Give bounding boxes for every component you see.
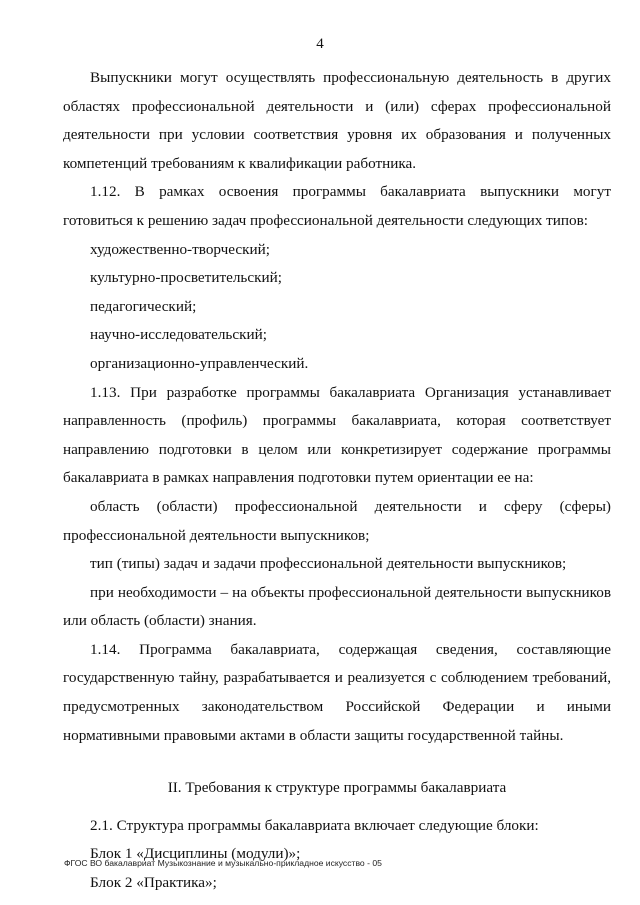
list-item-block: Блок 1 «Дисциплины (модули)»; [90, 845, 301, 863]
list-item-type: организационно-управленческий. [90, 354, 309, 372]
paragraph-orientation-area: область (области) профессиональной деятельности и сферу (сферы) профессиональной деятельности выпускников; [63, 497, 611, 544]
paragraph-graduates-other-areas: Выпускники могут осуществлять профессиональную деятельность в других областях профессиональной деятельности и (или) сферах профессиональной деятельности при условии соответствия уровня их образования и полученных компетенций требованиям к квалификации работника. [63, 69, 611, 172]
list-item-type: научно-исследовательский; [90, 326, 267, 344]
paragraph-1-12: 1.12. В рамках освоения программы бакалавриата выпускники могут готовиться к решению задач профессиональной деятельности следующих типов: [63, 183, 611, 229]
list-item-type: художественно-творческий; [90, 240, 270, 258]
paragraph-1-14: 1.14. Программа бакалавриата, содержащая сведения, составляющие государственную тайну, разрабатывается и реализуется с соблюдением требований, предусмотренных законодательством Российской Федерации и иными нормативными правовыми актами в области защиты государственной тайны. [63, 640, 611, 744]
paragraph-2-1: 2.1. Структура программы бакалавриата включает следующие блоки: [90, 816, 539, 834]
paragraph-orientation-tasks: тип (типы) задач и задачи профессиональной деятельности выпускников; [90, 555, 567, 573]
page-number: 4 [316, 36, 324, 52]
list-item-type: педагогический; [90, 297, 197, 315]
section-heading: II. Требования к структуре программы бакалавриата [167, 779, 507, 797]
list-item-type: культурно-просветительский; [90, 269, 282, 287]
paragraph-1-13: 1.13. При разработке программы бакалавриата Организация устанавливает направленность (профиль) программы бакалавриата, которая соответствует направлению подготовки в целом или конкретизирует содержание программы бакалавриата в рамках направления подготовки путем ориентации ее на: [63, 383, 611, 487]
document-body [63, 64, 611, 898]
list-item-block: Блок 2 «Практика»; [90, 874, 217, 892]
page-footer: ФГОС ВО бакалавриат Музыкознание и музыкально-прикладное искусство - 05 [64, 858, 382, 868]
paragraph-orientation-objects: при необходимости – на объекты профессиональной деятельности выпускников или область (области) знания. [63, 583, 611, 630]
